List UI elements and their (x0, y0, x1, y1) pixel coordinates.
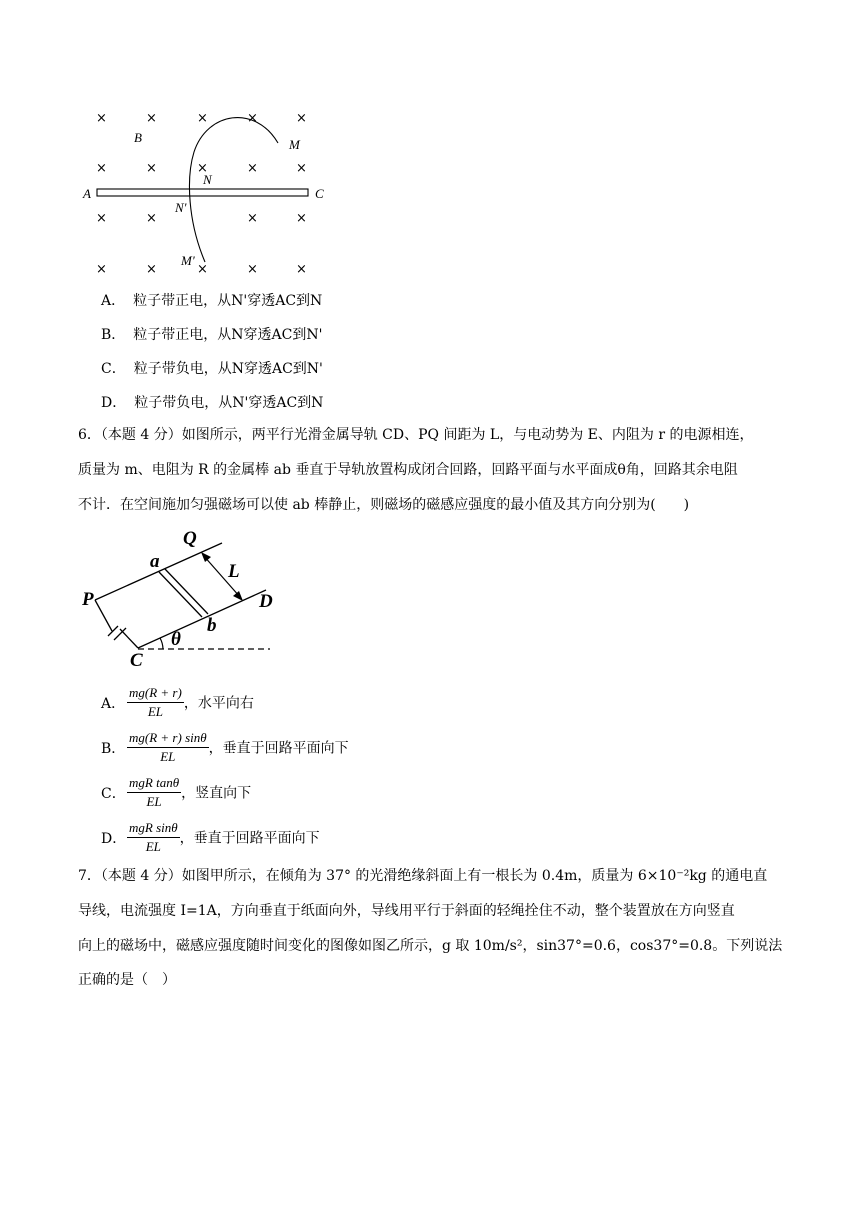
option-text: ，水平向右 (183, 695, 254, 712)
q6-option-c[interactable] (101, 775, 251, 810)
option-fraction: $\frac{\text{mgR sinθ}}{EL}$ (129, 820, 178, 854)
field-cross-icon: × (197, 262, 208, 277)
q6-option-a[interactable] (101, 685, 254, 720)
option-letter: D． (101, 830, 127, 847)
q6-line-2: 质量为 m、电阻为 R 的金属棒 ab 垂直于导轨放置构成闭合回路，回路平面与水平面成θ角，回路其余电阻 (78, 462, 738, 478)
q6-option-b[interactable] (101, 730, 349, 765)
option-text: ，垂直于回路平面向下 (179, 830, 320, 847)
option-text: ，竖直向下 (181, 785, 252, 802)
field-cross-icon: × (247, 211, 258, 226)
field-cross-icon: × (146, 111, 157, 126)
field-cross-icon: × (247, 111, 258, 126)
option-fraction: $\frac{mg(R + r)}{EL}$ (129, 685, 182, 719)
option-letter: B． (101, 740, 126, 757)
option-letter: C． (101, 785, 126, 802)
option-letter: D． (101, 395, 127, 411)
field-cross-icon: × (247, 262, 258, 277)
field-cross-icon: × (96, 161, 107, 176)
field-cross-icon: × (146, 161, 157, 176)
label-c: C (315, 186, 324, 201)
label-theta: θ (171, 629, 181, 650)
label-p: P (82, 589, 94, 610)
field-cross-icon: × (296, 111, 307, 126)
label-c: C (130, 650, 143, 671)
q7-line-3: 向上的磁场中，磁感应强度随时间变化的图像如图乙所示，g 取 10m/s²，sin37°=0.6，cos37°=0.8。下列说法 (78, 938, 783, 954)
q6-line-1: 6．（本题 4 分）如图所示，两平行光滑金属导轨 CD、PQ 间距为 L，与电动势为 E、内阻为 r 的电源相连， (78, 427, 754, 443)
option-fraction: $\frac{mg(R + r) \sin\theta}{EL}$ (129, 730, 207, 764)
label-n: N (203, 172, 212, 187)
q7-line-1: 7．（本题 4 分）如图甲所示，在倾角为 37° 的光滑绝缘斜面上有一根长为 0.4m，质量为 6×10⁻²kg 的通电直 (78, 868, 768, 884)
label-a: A (83, 186, 91, 201)
option-fraction: $\frac{\text{mgR tanθ}}{EL}$ (129, 775, 180, 809)
option-text: 粒子带负电，从N'穿透AC到N (134, 395, 324, 411)
field-cross-icon: × (146, 211, 157, 226)
label-l: L (228, 561, 240, 582)
option-letter: B． (101, 327, 126, 343)
label-b: b (207, 615, 217, 636)
rails-diagram (0, 0, 360, 680)
option-text: 粒子带正电，从N穿透AC到N' (133, 327, 323, 343)
field-cross-icon: × (296, 262, 307, 277)
field-cross-icon: × (247, 161, 258, 176)
q6-option-d[interactable] (101, 820, 320, 855)
label-m: M (289, 137, 300, 152)
label-b: B (134, 130, 142, 145)
option-text: 粒子带正电，从N'穿透AC到N (133, 293, 323, 309)
q7-line-4: 正确的是（ ） (78, 972, 176, 988)
option-text: 粒子带负电，从N穿透AC到N' (133, 361, 323, 377)
q6-line-3: 不计．在空间施加匀强磁场可以使 ab 棒静止，则磁场的磁感应强度的最小值及其方向分别为( ) (78, 497, 690, 513)
field-cross-icon: × (197, 111, 208, 126)
field-cross-icon: × (146, 262, 157, 277)
field-cross-icon: × (197, 161, 208, 176)
field-cross-icon: × (96, 211, 107, 226)
field-cross-icon: × (296, 161, 307, 176)
label-n-prime: N' (175, 200, 187, 215)
label-a: a (150, 551, 160, 572)
label-m-prime: M' (181, 253, 195, 268)
option-text: ，垂直于回路平面向下 (208, 740, 349, 757)
option-letter: A． (101, 695, 126, 712)
field-cross-icon: × (96, 262, 107, 277)
q7-line-2: 导线，电流强度 I=1A，方向垂直于纸面向外，导线用平行于斜面的轻绳拴住不动，整个装置放在方向竖直 (78, 903, 735, 919)
option-letter: C． (101, 361, 126, 377)
field-cross-icon: × (296, 211, 307, 226)
label-d: D (259, 591, 273, 612)
label-q: Q (183, 528, 197, 549)
option-letter: A． (101, 293, 126, 309)
field-cross-icon: × (96, 111, 107, 126)
